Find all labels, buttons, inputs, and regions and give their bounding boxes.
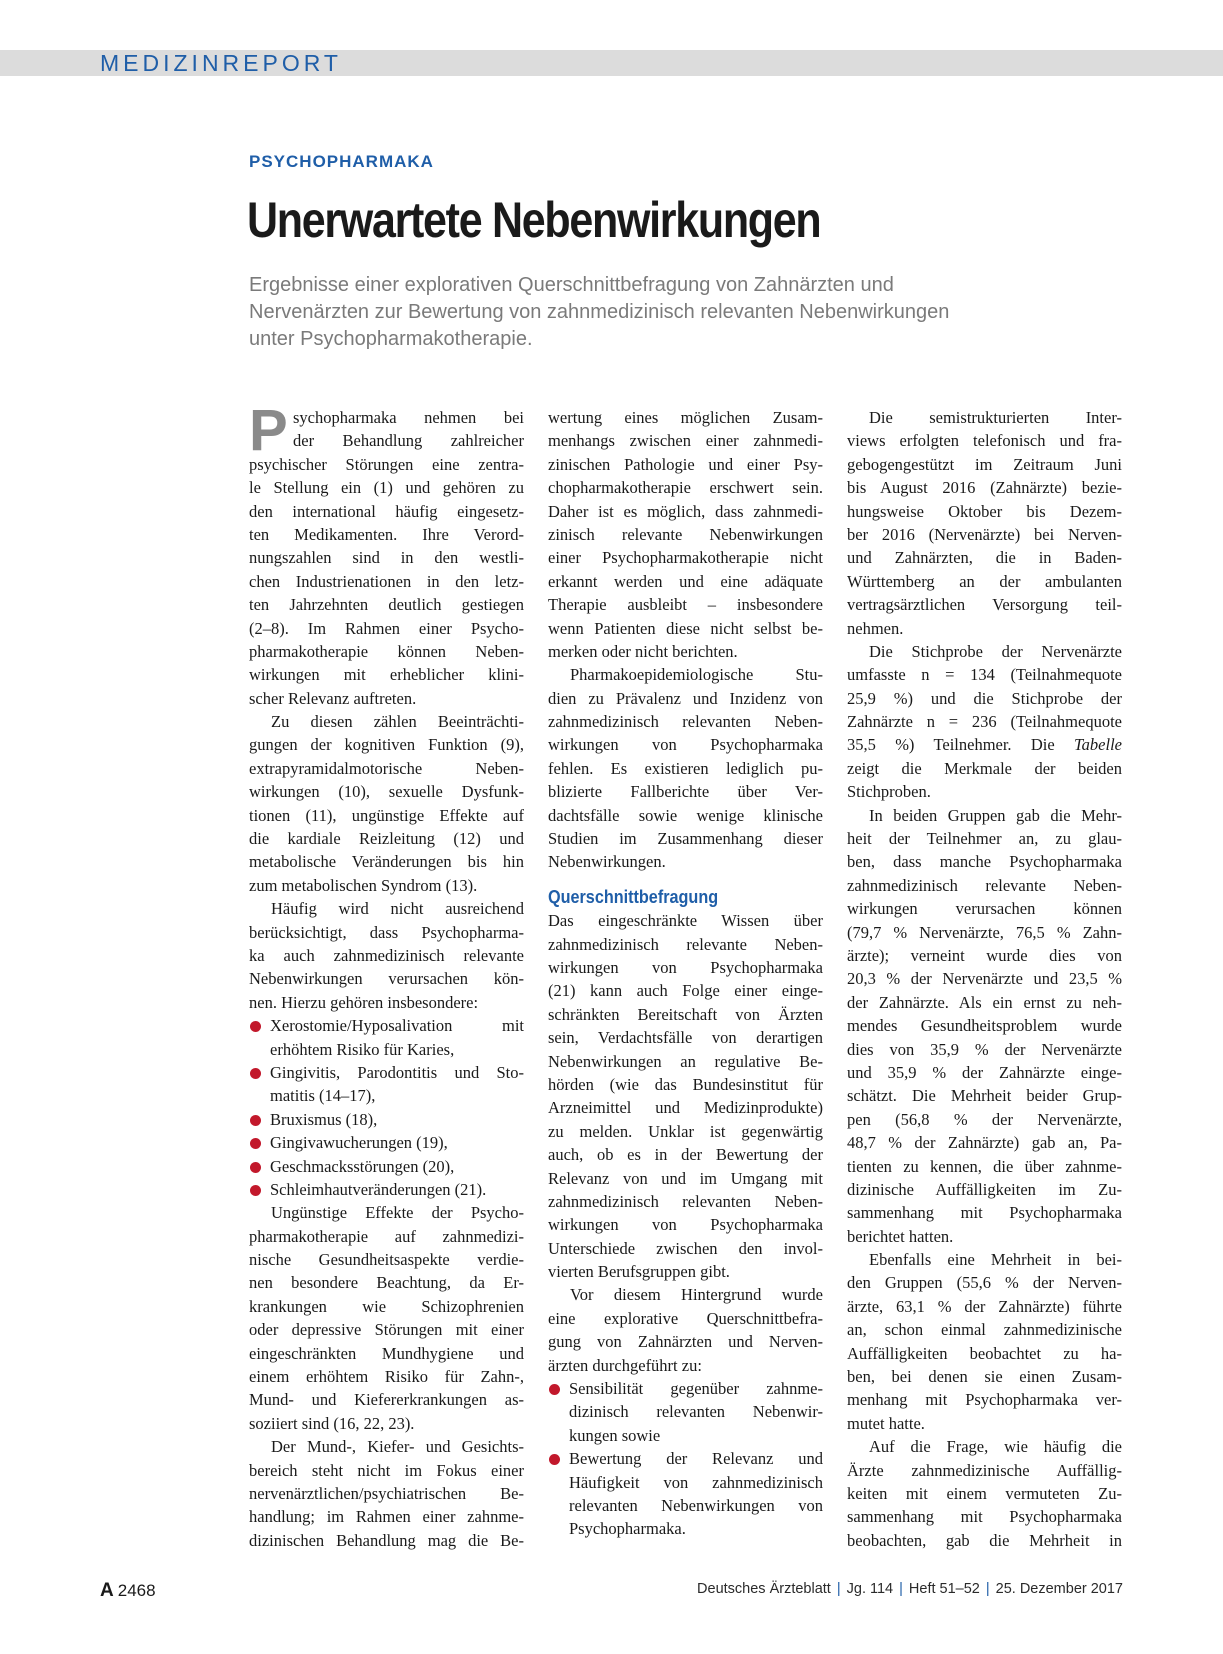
- text-line: Zu diesen zählen Beeinträchti-: [271, 712, 524, 732]
- text-line: chopharmakotherapie erschwert sein.: [548, 478, 823, 498]
- text-line: schränkten Bereitschaft von Ärzten: [548, 1004, 823, 1024]
- text-line: dien zu Prävalenz und Inzidenz von: [548, 688, 823, 708]
- bullet-list: [548, 1377, 823, 1541]
- text-line: In beiden Gruppen gab die Mehr-: [869, 805, 1122, 825]
- text-line: Vor diesem Hintergrund wurde: [570, 1285, 823, 1305]
- separator: |: [836, 1581, 841, 1597]
- separator: |: [899, 1581, 903, 1597]
- bullet-item-cont: kungen sowie: [569, 1425, 661, 1445]
- text-line: pharmakotherapie auf zahnmedizi-: [249, 1226, 524, 1246]
- bullet-text: Schleimhautveränderungen (21).: [270, 1179, 487, 1199]
- text-line: berücksichtigt, dass Psychopharma-: [249, 922, 524, 942]
- text-line: zeigt die Merkmale der beiden: [847, 758, 1122, 778]
- text-line: ben, dass manche Psychopharmaka: [847, 852, 1122, 872]
- bullet-item-cont: matitis (14–17),: [270, 1086, 376, 1106]
- text-line: und 35,9 % der Zahnärzte einge-: [847, 1062, 1122, 1082]
- text-line: gebogengestützt im Zeitraum Juni: [847, 454, 1122, 474]
- text-line: ärzte, 63,1 % der Zahnärzte) führte: [847, 1296, 1122, 1316]
- text-line: vierten Berufsgruppen gibt.: [548, 1262, 730, 1282]
- text-line: nehmen.: [847, 618, 904, 638]
- text-line: Ärzte zahnmedizinische Auffällig-: [847, 1460, 1122, 1480]
- text-line: wirkungen verursachen können: [847, 899, 1122, 919]
- text-line: dachtsfälle sowie wenige klinische: [548, 805, 823, 825]
- bullet-text: Xerostomie/Hyposalivation mit: [270, 1016, 524, 1036]
- text-line: 48,7 % der Zahnärzte) gab an, Pa-: [847, 1133, 1122, 1153]
- text-line: blizierte Fallberichte über Ver-: [548, 782, 823, 802]
- bullet-item: [249, 1014, 524, 1037]
- text-line: ten Medikamenten. Ihre Verord-: [249, 524, 524, 544]
- paragraph: [249, 398, 524, 710]
- subtitle-line: Nervenärzten zur Bewertung von zahnmedizinisch relevanten Nebenwirkungen: [249, 301, 950, 323]
- text-line: Ebenfalls eine Mehrheit in bei-: [869, 1250, 1122, 1270]
- text-line: beobachten, gab die Mehrheit in: [847, 1530, 1122, 1550]
- journal-name: Deutsches Ärzteblatt: [697, 1581, 831, 1597]
- text-line: krankungen wie Schizophrenien: [249, 1296, 524, 1316]
- text-line: pharmakotherapie können Neben-: [249, 641, 524, 661]
- bullet-text: Geschmacksstörungen (20),: [270, 1156, 455, 1176]
- text-line: [847, 733, 1122, 756]
- text-line: wenn Patienten diese nicht selbst be-: [548, 618, 823, 638]
- text-line: Die semistrukturierten Inter-: [869, 408, 1122, 427]
- text-line: wirkungen von Psychopharmaka: [548, 957, 823, 977]
- text-line: tionen (11), ungünstige Effekte auf: [249, 805, 524, 825]
- footer-publication-info: [697, 1581, 1123, 1597]
- text-line: ärzte); verneint wurde dies von: [847, 945, 1122, 965]
- section-label: MEDIZINREPORT: [100, 50, 342, 76]
- text-line: dies von 35,9 % der Nervenärzte: [847, 1039, 1122, 1059]
- text-line: ärzten durchgeführt zu:: [548, 1355, 702, 1375]
- text-line: bereich steht nicht im Fokus einer: [249, 1460, 524, 1480]
- text-line: Auffälligkeiten beobachtet zu ha-: [847, 1343, 1122, 1363]
- subtitle-line: unter Psychopharmakotherapie.: [249, 328, 533, 350]
- paragraph: [847, 640, 1122, 804]
- text-line: menhangs zwischen einer zahnmedi-: [548, 431, 823, 451]
- text-line: den international häufig eingesetz-: [249, 501, 524, 521]
- bullet-item: [249, 1131, 524, 1154]
- bullet-dot-icon: [250, 1021, 261, 1032]
- text-line: gungen der kognitiven Funktion (9),: [249, 735, 524, 755]
- text-line: views erfolgten telefonisch und fra-: [847, 431, 1122, 451]
- text-line: wertung eines möglichen Zusam-: [548, 408, 823, 427]
- text-column-1: [249, 398, 524, 1552]
- paragraph: [249, 1201, 524, 1435]
- text-line: chen Industrienationen in den letz-: [249, 571, 524, 591]
- text-line: handlung; im Rahmen einer zahnme-: [249, 1507, 524, 1527]
- bullet-item: [249, 1155, 524, 1178]
- text-line: eine explorative Querschnittbefra-: [548, 1308, 823, 1328]
- text-line: der Behandlung zahlreicher: [293, 431, 524, 451]
- bullet-text: Gingivawucherungen (19),: [270, 1133, 448, 1153]
- text-line: Therapie ausbleibt – insbesondere: [548, 595, 823, 615]
- issue: Heft 51–52: [908, 1581, 980, 1597]
- bullet-dot-icon: [549, 1384, 560, 1395]
- text-line: nen. Hierzu gehören insbesondere:: [249, 992, 479, 1012]
- bullet-dot-icon: [250, 1068, 261, 1079]
- text-line: le Stellung ein (1) und gehören zu: [249, 478, 524, 498]
- text-line: Württemberg an der ambulanten: [847, 571, 1122, 591]
- table-reference: Tabelle: [1074, 735, 1122, 755]
- paragraph: [548, 1283, 823, 1377]
- text-column-2: [548, 406, 823, 1541]
- text-line: zahnmedizinisch relevanten Neben-: [548, 1191, 823, 1211]
- text-line: ben, bei denen sie einen Zusam-: [847, 1367, 1122, 1387]
- text-line: zum metabolischen Syndrom (13).: [249, 875, 478, 895]
- text-line: Häufig wird nicht ausreichend: [271, 899, 524, 919]
- text-line: sein, Verdachtsfälle von derartigen: [548, 1028, 823, 1048]
- bullet-dot-icon: [250, 1115, 261, 1126]
- text-line: pen (56,8 % der Nervenärzte,: [847, 1109, 1122, 1129]
- bullet-dot-icon: [250, 1138, 261, 1149]
- text-line: die kardiale Reizleitung (12) und: [249, 829, 524, 849]
- text-line: zahnmedizinisch relevante Neben-: [548, 934, 823, 954]
- text-line: hörden (wie das Bundesinstitut für: [548, 1074, 823, 1094]
- text-line: zahnmedizinisch relevanten Neben-: [548, 712, 823, 732]
- text-line: Arzneimittel und Medizinprodukte): [548, 1098, 823, 1118]
- drop-cap: P: [249, 398, 288, 463]
- bullet-item: [249, 1061, 524, 1084]
- paragraph: [249, 710, 524, 897]
- text-line: einem erhöhtem Risiko für Zahn-,: [249, 1367, 524, 1387]
- text-line: scher Relevanz auftreten.: [249, 688, 417, 708]
- text-line: einer Psychopharmakotherapie nicht: [548, 548, 823, 568]
- issue-date: 25. Dezember 2017: [995, 1581, 1123, 1597]
- text-line: Daher ist es möglich, dass zahnmedi-: [548, 501, 823, 521]
- paragraph: [847, 406, 1122, 640]
- text-line: Zahnärzte n = 236 (Teilnahmequote: [847, 712, 1122, 732]
- text-line: ka auch zahnmedizinisch relevante: [249, 945, 524, 965]
- bullet-text: Sensibilität gegenüber zahnme-: [569, 1379, 823, 1399]
- text-line: Ungünstige Effekte der Psycho-: [271, 1203, 524, 1223]
- paragraph: [548, 406, 823, 663]
- bullet-item-cont: Psychopharmaka.: [569, 1519, 686, 1539]
- text-line: merken oder nicht berichten.: [548, 641, 738, 661]
- text-line: sychopharmaka nehmen bei: [293, 408, 524, 427]
- text-line: extrapyramidalmotorische Neben-: [249, 758, 524, 778]
- text-line: nungszahlen sind in den westli-: [249, 548, 524, 568]
- bullet-item: [548, 1447, 823, 1470]
- text-line: dizinische Auffälligkeiten im Zu-: [847, 1179, 1122, 1199]
- text-line: zu melden. Unklar ist gegenwärtig: [548, 1121, 823, 1141]
- text-line: Die Stichprobe der Nervenärzte: [869, 641, 1122, 661]
- text-line: dizinischen Behandlung mag die Be-: [249, 1530, 524, 1550]
- text-line: der Zahnärzte. Als ein ernst zu neh-: [847, 992, 1122, 1012]
- text-line: bis August 2016 (Zahnärzte) bezie-: [847, 478, 1122, 498]
- text-line: schätzt. Die Mehrheit beider Grup-: [847, 1086, 1122, 1106]
- paragraph: [847, 1435, 1122, 1552]
- bullet-item-cont: relevanten Nebenwirkungen von: [569, 1495, 823, 1515]
- text-line: 20,3 % der Nervenärzte und 23,5 %: [847, 969, 1122, 989]
- text-line: sammenhang mit Psychopharmaka: [847, 1203, 1122, 1223]
- text-line: berichtet hatten.: [847, 1226, 954, 1246]
- text-run: 35,5 %) Teilnehmer. Die: [847, 735, 1075, 755]
- text-line: auch, ob es in der Bewertung der: [548, 1145, 823, 1165]
- text-line: wirkungen (10), sexuelle Dysfunk-: [249, 782, 524, 802]
- bullet-item: [249, 1178, 524, 1201]
- paragraph: [249, 1435, 524, 1552]
- bullet-item-cont: erhöhtem Risiko für Karies,: [270, 1039, 455, 1059]
- text-line: mutet hatte.: [847, 1413, 925, 1433]
- bullet-item-cont: Häufigkeit von zahnmedizinisch: [569, 1472, 823, 1492]
- paragraph: [548, 909, 823, 1283]
- text-line: Nebenwirkungen.: [548, 852, 666, 872]
- text-line: Nebenwirkungen an regulative Be-: [548, 1051, 823, 1071]
- paragraph: [847, 804, 1122, 1248]
- text-line: tienten zu kennen, die über zahnme-: [847, 1156, 1122, 1176]
- text-line: menhang mit Psychopharmaka ver-: [847, 1390, 1122, 1410]
- text-line: wirkungen von Psychopharmaka: [548, 735, 823, 755]
- text-line: zahnmedizinisch relevante Neben-: [847, 875, 1122, 895]
- article-kicker: PSYCHOPHARMAKA: [249, 152, 434, 171]
- section-subheading: Querschnittbefragung: [548, 886, 719, 907]
- text-column-3: [847, 406, 1122, 1552]
- text-line: Relevanz von und im Umgang mit: [548, 1168, 823, 1188]
- bullet-item: [548, 1377, 823, 1400]
- text-line: Das eingeschränkte Wissen über: [548, 911, 823, 931]
- page-number: [100, 1580, 156, 1602]
- text-line: keiten mit einem vermuteten Zu-: [847, 1483, 1122, 1503]
- text-line: erkannt werden und eine adäquate: [548, 571, 823, 591]
- page-prefix: A: [100, 1580, 114, 1601]
- text-line: nische Gesundheitsaspekte verdie-: [249, 1250, 524, 1270]
- text-line: soziiert sind (16, 22, 23).: [249, 1413, 415, 1433]
- text-line: zinisch relevante Nebenwirkungen: [548, 524, 823, 544]
- text-line: und Zahnärzten, die in Baden-: [847, 548, 1122, 568]
- text-line: fehlen. Es existieren lediglich pu-: [548, 758, 823, 778]
- text-line: (79,7 % Nervenärzte, 76,5 % Zahn-: [847, 922, 1122, 942]
- text-line: nen besondere Beachtung, da Er-: [249, 1273, 524, 1293]
- text-line: Auf die Frage, wie häufig die: [869, 1437, 1122, 1457]
- text-line: heit der Teilnehmer an, zu glau-: [847, 829, 1122, 849]
- bullet-list: [249, 1014, 524, 1201]
- bullet-dot-icon: [250, 1185, 261, 1196]
- text-line: mendes Gesundheitsproblem wurde: [847, 1016, 1122, 1036]
- paragraph: [249, 897, 524, 1014]
- bullet-dot-icon: [549, 1454, 560, 1465]
- separator: |: [985, 1581, 990, 1597]
- text-line: Unterschiede zwischen den invol-: [548, 1238, 823, 1258]
- page-number-value: 2468: [117, 1581, 156, 1600]
- bullet-text: Gingivitis, Parodontitis und Sto-: [270, 1062, 524, 1082]
- text-line: hungsweise Oktober bis Dezem-: [847, 501, 1122, 521]
- bullet-dot-icon: [250, 1162, 261, 1173]
- text-line: Stichproben.: [847, 782, 931, 802]
- volume: Jg. 114: [846, 1581, 894, 1597]
- text-line: Studien im Zusammenhang dieser: [548, 829, 823, 849]
- text-line: Nebenwirkungen verursachen kön-: [249, 969, 524, 989]
- text-line: vertragsärztlichen Versorgung teil-: [847, 595, 1122, 615]
- text-line: sammenhang mit Psychopharmaka: [847, 1507, 1122, 1527]
- text-line: den Gruppen (55,6 % der Nerven-: [847, 1273, 1122, 1293]
- text-line: nervenärztlichen/psychiatrischen Be-: [249, 1483, 524, 1503]
- text-line: 25,9 %) und die Stichprobe der: [847, 688, 1122, 708]
- paragraph: [847, 1248, 1122, 1435]
- text-line: wirkungen von Psychopharmaka: [548, 1215, 823, 1235]
- text-line: ber 2016 (Nervenärzte) bei Nerven-: [847, 524, 1122, 544]
- bullet-text: Bruxismus (18),: [270, 1109, 378, 1129]
- text-line: (2–8). Im Rahmen einer Psycho-: [249, 618, 524, 638]
- text-line: eingeschränkten Mundhygiene und: [249, 1343, 524, 1363]
- bullet-item-cont: dizinisch relevanten Nebenwir-: [569, 1402, 823, 1422]
- text-line: wirkungen mit erheblicher klini-: [249, 665, 524, 685]
- text-line: zinischen Pathologie und einer Psy-: [548, 454, 823, 474]
- text-line: an, schon einmal zahnmedizinische: [847, 1320, 1122, 1340]
- bullet-item: [249, 1108, 524, 1131]
- article-subtitle: [249, 272, 1099, 353]
- text-line: metabolische Veränderungen bis hin: [249, 852, 524, 872]
- text-line: umfasste n = 134 (Teilnahmequote: [847, 665, 1122, 685]
- text-line: ten Jahrzehnten deutlich gestiegen: [249, 595, 524, 615]
- paragraph: [548, 663, 823, 874]
- text-line: Mund- und Kiefererkrankungen as-: [249, 1390, 524, 1410]
- article-title: Unerwartete Nebenwirkungen: [247, 192, 821, 248]
- text-line: Pharmakoepidemiologische Stu-: [570, 665, 823, 685]
- bullet-text: Bewertung der Relevanz und: [569, 1449, 823, 1469]
- subtitle-line: Ergebnisse einer explorativen Querschnittbefragung von Zahnärzten und: [249, 274, 894, 296]
- text-line: psychischer Störungen eine zentra-: [249, 454, 524, 474]
- text-line: (21) kann auch Folge einer einge-: [548, 981, 823, 1001]
- text-line: gung von Zahnärzten und Nerven-: [548, 1332, 823, 1352]
- text-line: oder depressive Störungen mit einer: [249, 1320, 524, 1340]
- text-line: Der Mund-, Kiefer- und Gesichts-: [271, 1437, 524, 1457]
